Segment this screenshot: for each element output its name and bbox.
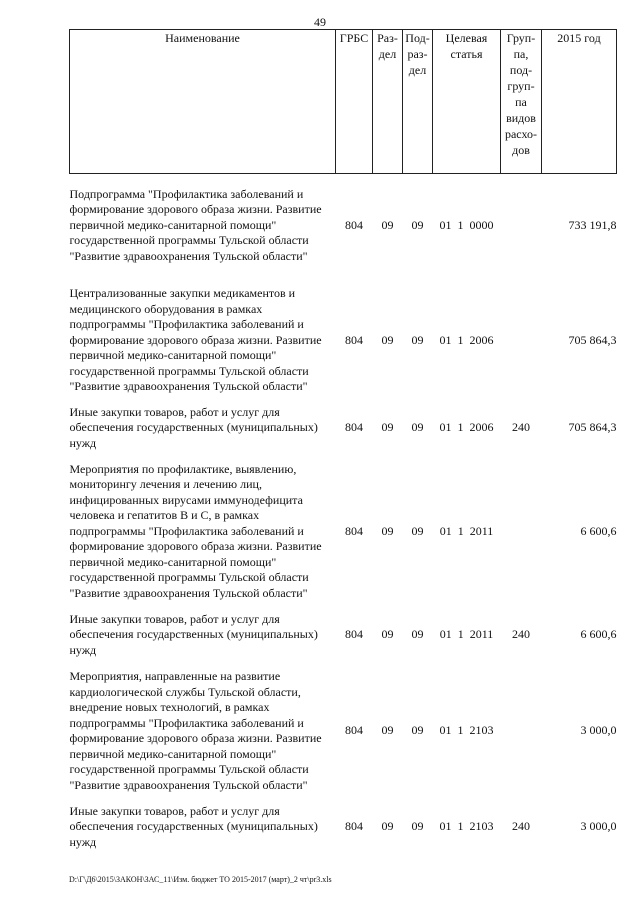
header-podrazdel: Под- раз- дел xyxy=(403,30,433,174)
row-razdel: 09 xyxy=(381,819,394,834)
row-name: Иные закупки товаров, работ и услуг для обеспечения государственных (муниципальных) нужд xyxy=(69,611,318,657)
row-vid: 240 xyxy=(512,627,530,642)
row-amount: 705 864,3 xyxy=(568,332,617,347)
table-row xyxy=(70,452,617,611)
row-name: Мероприятия, направленные на развитие кардиологической службы Тульской области, внедрение новых технологий, в рамках подпрограммы "Профилактика заболеваний и формирование здорового образа жизни. Развитие первичной медико-санитарной помощи" государственной программы Тульской области "Развитие здравоохранения Тульской области" xyxy=(69,669,322,792)
row-podrazdel: 09 xyxy=(411,420,424,435)
header-vid: Груп- па, под- груп- па видов расхо- дов xyxy=(501,30,542,174)
row-name: Иные закупки товаров, работ и услуг для обеспечения государственных (муниципальных) нужд xyxy=(69,404,318,450)
file-path-footer: D:\Г\Д6\2015\ЗАКОН\ЗАС_11\Изм. бюджет ТО 2015-2017 (март)_2 чт\pr3.xls xyxy=(69,875,332,884)
row-podrazdel: 09 xyxy=(411,523,424,538)
table-row xyxy=(70,277,617,404)
row-razdel: 09 xyxy=(381,723,394,738)
header-year: 2015 год xyxy=(542,30,617,174)
row-name: Подпрограмма "Профилактика заболеваний и формирование здорового образа жизни. Развитие первичной медико-санитарной помощи" государственной программы Тульской области "Развитие здравоохранения Тульской области" xyxy=(69,186,322,263)
row-grbs: 804 xyxy=(345,217,363,232)
row-razdel: 09 xyxy=(381,420,394,435)
row-podrazdel: 09 xyxy=(411,723,424,738)
row-grbs: 804 xyxy=(345,627,363,642)
row-target: 01 1 2006 xyxy=(439,420,494,435)
row-razdel: 09 xyxy=(381,332,394,347)
row-vid: 240 xyxy=(512,819,530,834)
header-name: Наименование xyxy=(70,30,336,174)
row-razdel: 09 xyxy=(381,627,394,642)
table-row xyxy=(70,611,617,659)
header-grbs: ГРБС xyxy=(336,30,373,174)
row-podrazdel: 09 xyxy=(411,332,424,347)
row-grbs: 804 xyxy=(345,420,363,435)
table-row xyxy=(70,659,617,803)
row-grbs: 804 xyxy=(345,332,363,347)
table-row xyxy=(70,404,617,452)
row-grbs: 804 xyxy=(345,819,363,834)
header-target: Целевая статья xyxy=(433,30,501,174)
row-amount: 705 864,3 xyxy=(568,420,617,435)
row-amount: 6 600,6 xyxy=(580,523,617,538)
row-podrazdel: 09 xyxy=(411,627,424,642)
row-grbs: 804 xyxy=(345,523,363,538)
table-row xyxy=(70,803,617,851)
row-target: 01 1 2011 xyxy=(439,627,494,642)
table-row xyxy=(70,174,617,278)
budget-table xyxy=(69,29,617,851)
row-amount: 3 000,0 xyxy=(580,819,617,834)
row-name: Централизованные закупки медикаментов и медицинского оборудования в рамках подпрограммы "Профилактика заболеваний и формирование здорового образа жизни. Развитие первичной медико-санитарной помощи" государственной программы Тульской области "Развитие здравоохранения Тульской области" xyxy=(69,286,322,394)
row-podrazdel: 09 xyxy=(411,217,424,232)
row-grbs: 804 xyxy=(345,723,363,738)
header-razdel: Раз- дел xyxy=(373,30,403,174)
row-razdel: 09 xyxy=(381,523,394,538)
row-target: 01 1 2103 xyxy=(439,723,494,738)
row-vid xyxy=(501,659,542,803)
row-amount: 6 600,6 xyxy=(580,627,617,642)
row-name: Иные закупки товаров, работ и услуг для обеспечения государственных (муниципальных) нужд xyxy=(69,803,318,849)
row-vid xyxy=(501,452,542,611)
page-number: 49 xyxy=(314,15,326,29)
row-target: 01 1 0000 xyxy=(439,217,494,232)
row-vid xyxy=(501,277,542,404)
row-vid xyxy=(501,174,542,278)
row-name: Мероприятия по профилактике, выявлению, мониторингу лечения и лечению лиц, инфицированных вирусами иммунодефицита человека и гепатитов B и C, в рамках подпрограммы "Профилактика заболеваний и формирование здорового образа жизни. Развитие первичной медико-санитарной помощи" государственной программы Тульской области "Развитие здравоохранения Тульской области" xyxy=(69,461,322,600)
row-podrazdel: 09 xyxy=(411,819,424,834)
row-amount: 3 000,0 xyxy=(580,723,617,738)
row-target: 01 1 2006 xyxy=(439,332,494,347)
row-target: 01 1 2103 xyxy=(439,819,494,834)
table-header-row xyxy=(70,30,617,174)
row-vid: 240 xyxy=(512,420,530,435)
row-amount: 733 191,8 xyxy=(568,217,617,232)
row-target: 01 1 2011 xyxy=(439,523,494,538)
row-razdel: 09 xyxy=(381,217,394,232)
